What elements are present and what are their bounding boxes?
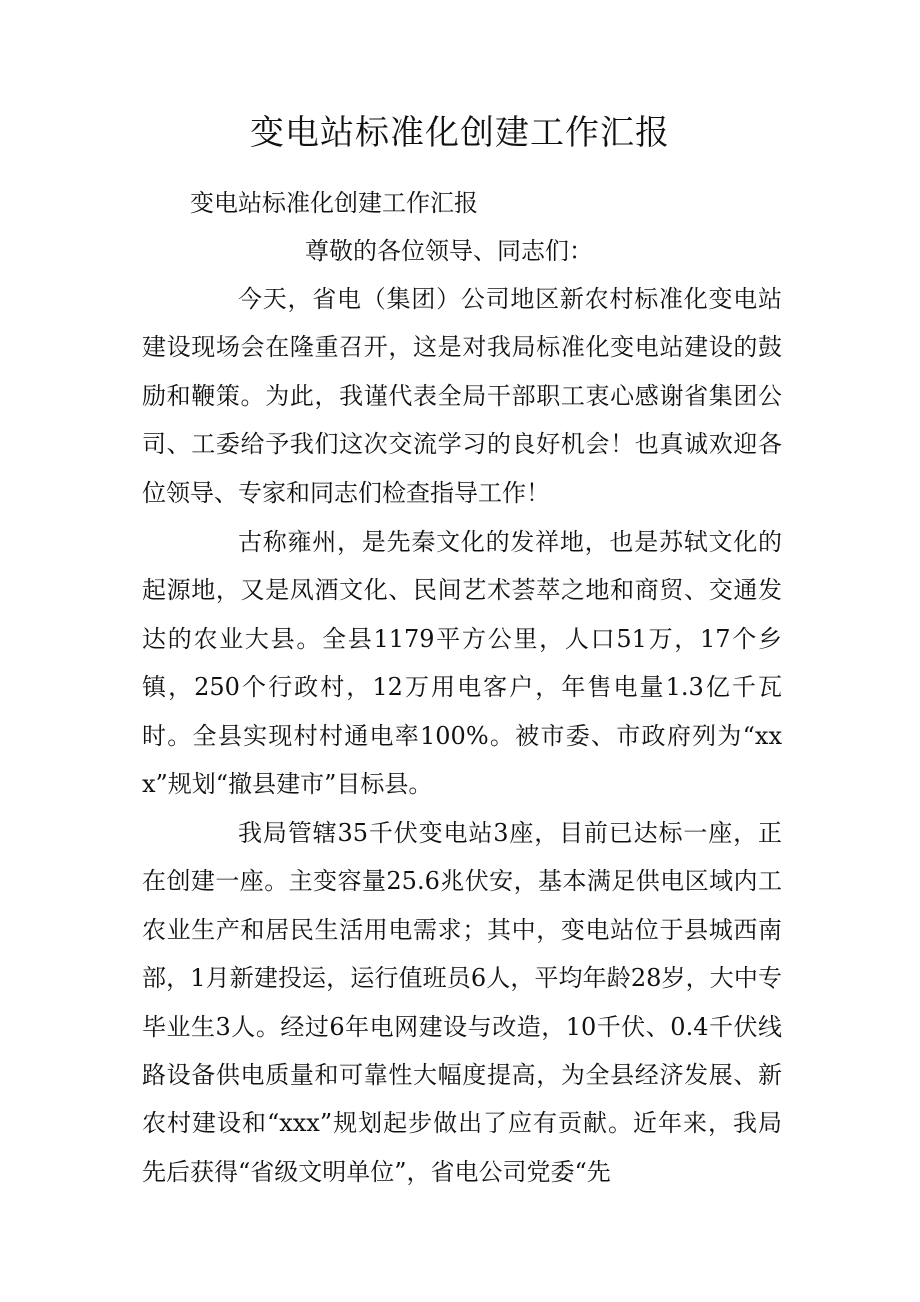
body-paragraph-3: 我局管辖35千伏变电站3座，目前已达标一座，正在创建一座。主变容量25.6兆伏安，基本满足供电区域内工农业生产和居民生活用电需求；其中，变电站位于县城西南部，1月新建投运，运行值班员6人，平均年龄28岁，大中专毕业生3人。经过6年电网建设与改造，10千伏、0.4千伏线路设备供电质量和可靠性大幅度提高，为全县经济发展、新农村建设和“xxx”规划起步做出了应有贡献。近年来，我局先后获得“省级文明单位”，省电公司党委“先 xyxy=(142,819,782,1186)
greeting-line: 尊敬的各位领导、同志们： xyxy=(305,237,593,265)
document-subtitle: 变电站标准化创建工作汇报 xyxy=(190,189,478,217)
body-paragraph-2: 古称雍州，是先秦文化的发祥地，也是苏轼文化的起源地，又是凤酒文化、民间艺术荟萃之地和商贸、交通发达的农业大县。全县1179平方公里，人口51万，17个乡镇，250个行政村，12万用电客户，年售电量1.3亿千瓦时。全县实现村村通电率100%。被市委、市政府列为“xxx”规划“撤县建市”目标县。 xyxy=(142,528,782,799)
document-title: 变电站标准化创建工作汇报 xyxy=(250,113,670,153)
body-paragraph-1: 今天，省电（集团）公司地区新农村标准化变电站建设现场会在隆重召开，这是对我局标准化变电站建设的鼓励和鞭策。为此，我谨代表全局干部职工衷心感谢省集团公司、工委给予我们这次交流学习的良好机会！也真诚欢迎各位领导、专家和同志们检查指导工作！ xyxy=(142,285,782,507)
